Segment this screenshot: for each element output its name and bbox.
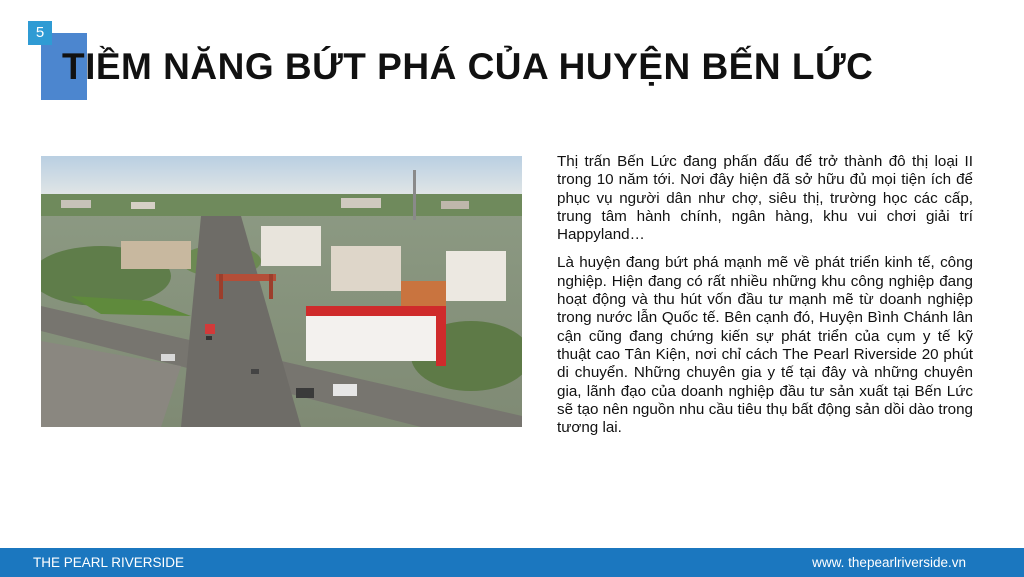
slide-number: 5 (28, 21, 52, 45)
footer-brand: THE PEARL RIVERSIDE (33, 555, 185, 570)
paragraph-1: Thị trấn Bến Lức đang phấn đấu để trở thành đô thị loại II trong 10 năm tới. Nơi đây hiện đã sở hữu đủ mọi tiện ích để phục vụ người dân như chợ, siêu thị, trường học các cấp, trung tâm hành chính, ngân hàng, khu vui chơi giải trí Happyland… (557, 153, 973, 244)
footer-website[interactable]: www. thepearlriverside.vn (812, 555, 966, 570)
aerial-town-photo (41, 156, 522, 427)
paragraph-2: Là huyện đang bứt phá mạnh mẽ về phát triển kinh tế, công nghiệp. Hiện đang có rất nhiều những khu công nghiệp đang hoạt động và thu hút vốn đầu tư mạnh mẽ từ doanh nghiệp trong nước lẫn Quốc tế. Bên cạnh đó, Huyện Bình Chánh lân cận cũng đang chứng kiến sự phát triển của cụm y tế kỹ thuật cao Tân Kiện, nơi chỉ cách The Pearl Riverside 20 phút di chuyển. Những chuyên gia y tế tại đây và những chuyên gia, lãnh đạo của doanh nghiệp đầu tư sản xuất tại Bến Lức sẽ tạo nên nguồn nhu cầu tiêu thụ bất động sản dồi dào trong tương lai. (557, 254, 973, 437)
slide-title: TIỀM NĂNG BỨT PHÁ CỦA HUYỆN BẾN LỨC (62, 46, 874, 87)
footer-bar (0, 548, 1024, 577)
body-text (557, 153, 973, 447)
